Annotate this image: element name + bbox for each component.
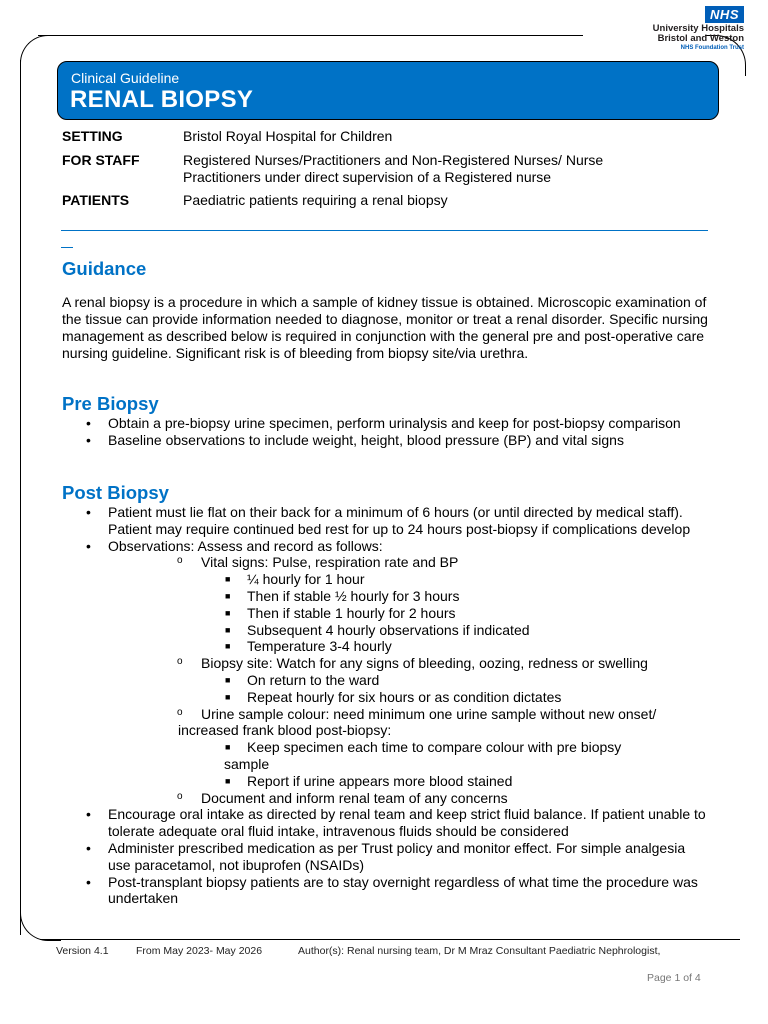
list-item-text: Temperature 3-4 hourly [247,638,392,655]
square-bullet-icon: ■ [225,641,231,652]
list-item [0,806,768,840]
list-item-text: Repeat hourly for six hours or as condition dictates [247,688,562,705]
page-number: Page 1 of 4 [647,972,701,984]
list-item [0,415,768,432]
bullet-icon: • [86,873,91,890]
sub-sub-list-item [0,689,768,706]
list-item-text: On return to the ward [247,671,380,688]
meta-value: Paediatric patients requiring a renal biopsy [183,192,448,208]
list-item-text: sample [224,755,270,772]
list-item [0,840,768,874]
list-item-text: Then if stable ½ hourly for 3 hours [247,587,460,604]
sub-sub-list-item [0,739,768,773]
circle-bullet-icon: o [177,555,183,567]
list-item [0,538,768,555]
section-heading-pre-biopsy: Pre Biopsy [62,393,159,414]
nhs-badge: NHS [705,6,744,23]
square-bullet-icon: ■ [225,775,231,786]
logo-line: NHS Foundation Trust [680,45,744,51]
list-item-text: Then if stable 1 hourly for 2 hours [247,604,456,621]
list-item-text: Obtain a pre-biopsy urine specimen, perform urinalysis and keep for post-biopsy comparison [108,415,681,431]
square-bullet-icon: ■ [225,607,231,618]
list-item-text: Vital signs: Pulse, respiration rate and BP [201,554,459,571]
circle-bullet-icon: o [177,706,183,718]
header-banner [57,61,719,120]
footer-dates: From May 2023- May 2026 [136,945,263,957]
circle-bullet-icon: o [177,656,183,668]
sub-list-item [0,554,768,571]
list-item-text: Subsequent 4 hourly observations if indicated [247,621,530,638]
square-bullet-icon: ■ [225,674,231,685]
square-bullet-icon: ■ [225,624,231,635]
meta-label: SETTING [62,128,123,144]
page-frame-bottom [40,939,740,940]
page-frame-corner [20,35,61,76]
bullet-icon: • [86,839,91,856]
list-item-text: Observations: Assess and record as follows: [108,537,383,554]
page-title: RENAL BIOPSY [70,86,254,113]
nhs-logo [653,6,744,52]
list-item-text: Report if urine appears more blood stained [247,772,513,789]
divider [61,247,73,248]
footer-version: Version 4.1 [56,945,109,957]
sub-sub-list-item [0,622,768,639]
sub-sub-list-item [0,672,768,689]
list-item [0,432,768,449]
pre-biopsy-list [0,415,768,449]
footer-authors: Author(s): Renal nursing team, Dr M Mraz Consultant Paediatric Nephrologist, [298,945,661,957]
circle-bullet-icon: o [177,790,183,802]
square-bullet-icon: ■ [225,691,231,702]
list-item-text: Biopsy site: Watch for any signs of bleeding, oozing, redness or swelling [201,655,648,672]
list-item-text: Urine sample colour: need minimum one urine sample without new onset/ [201,705,657,722]
bullet-icon: • [86,431,91,448]
list-item-text: Keep specimen each time to compare colour with pre biopsy [247,739,622,756]
list-item-text: ¼ hourly for 1 hour [247,571,365,588]
bullet-icon: • [86,806,91,823]
sub-sub-list-item [0,588,768,605]
square-bullet-icon: ■ [225,574,231,585]
sub-sub-list-item [0,638,768,655]
bullet-icon: • [86,504,91,520]
document-type: Clinical Guideline [71,70,180,86]
sub-list-item [0,790,768,807]
list-item-text: Baseline observations to include weight, height, blood pressure (BP) and vital signs [108,431,624,448]
logo-line: Bristol and Weston [657,33,744,44]
section-heading-guidance: Guidance [62,258,147,279]
meta-label: PATIENTS [62,192,130,208]
sub-sub-list-item [0,605,768,622]
sub-sub-list-item [0,571,768,588]
logo-line: University Hospitals [652,23,744,34]
list-item [0,504,768,538]
meta-label: FOR STAFF [62,152,140,168]
list-item-text: Post-transplant biopsy patients are to stay overnight regardless of what time the procedure was undertaken [108,873,698,907]
sub-list-item [0,655,768,672]
list-item-text: Encourage oral intake as directed by renal team and keep strict fluid balance. If patient unable to tolerate adequate oral fluid intake, intravenous fluids should be considered [108,806,706,840]
meta-value: Bristol Royal Hospital for Children [183,128,393,144]
meta-value: Registered Nurses/Practitioners and Non-Registered Nurses/ Nurse Practitioners under direct supervision of a Registered nurse [183,152,604,185]
list-item [0,874,768,908]
square-bullet-icon: ■ [225,742,231,753]
list-item-text: increased frank blood post-biopsy: [178,722,392,739]
list-item-text: Administer prescribed medication as per Trust policy and monitor effect. For simple analgesia use paracetamol, not ibuprofen (NSAIDs) [108,839,686,873]
square-bullet-icon: ■ [225,590,231,601]
page-frame-top [38,35,583,36]
list-item-text: Document and inform renal team of any concerns [201,789,508,806]
section-heading-post-biopsy: Post Biopsy [62,482,169,503]
divider [61,230,708,231]
bullet-icon: • [86,537,91,554]
sub-list-item [0,706,768,740]
sub-sub-list-item [0,773,768,790]
bullet-icon: • [86,415,91,431]
post-biopsy-list [0,504,768,907]
list-item-text: Patient must lie flat on their back for a minimum of 6 hours (or until directed by medical staff). Patient may require continued bed rest for up to 24 hours post-biopsy if complications develop [108,504,691,537]
guidance-text: A renal biopsy is a procedure in which a sample of kidney tissue is obtained. Microscopic examination of the tissue can provide information needed to diagnose, monitor or treat a renal disorder. Specific nursing management as described below is required in conjunction with the general pre and post-operative care nursing guideline. Significant risk is of bleeding from biopsy site/via urethra. [62,294,708,361]
